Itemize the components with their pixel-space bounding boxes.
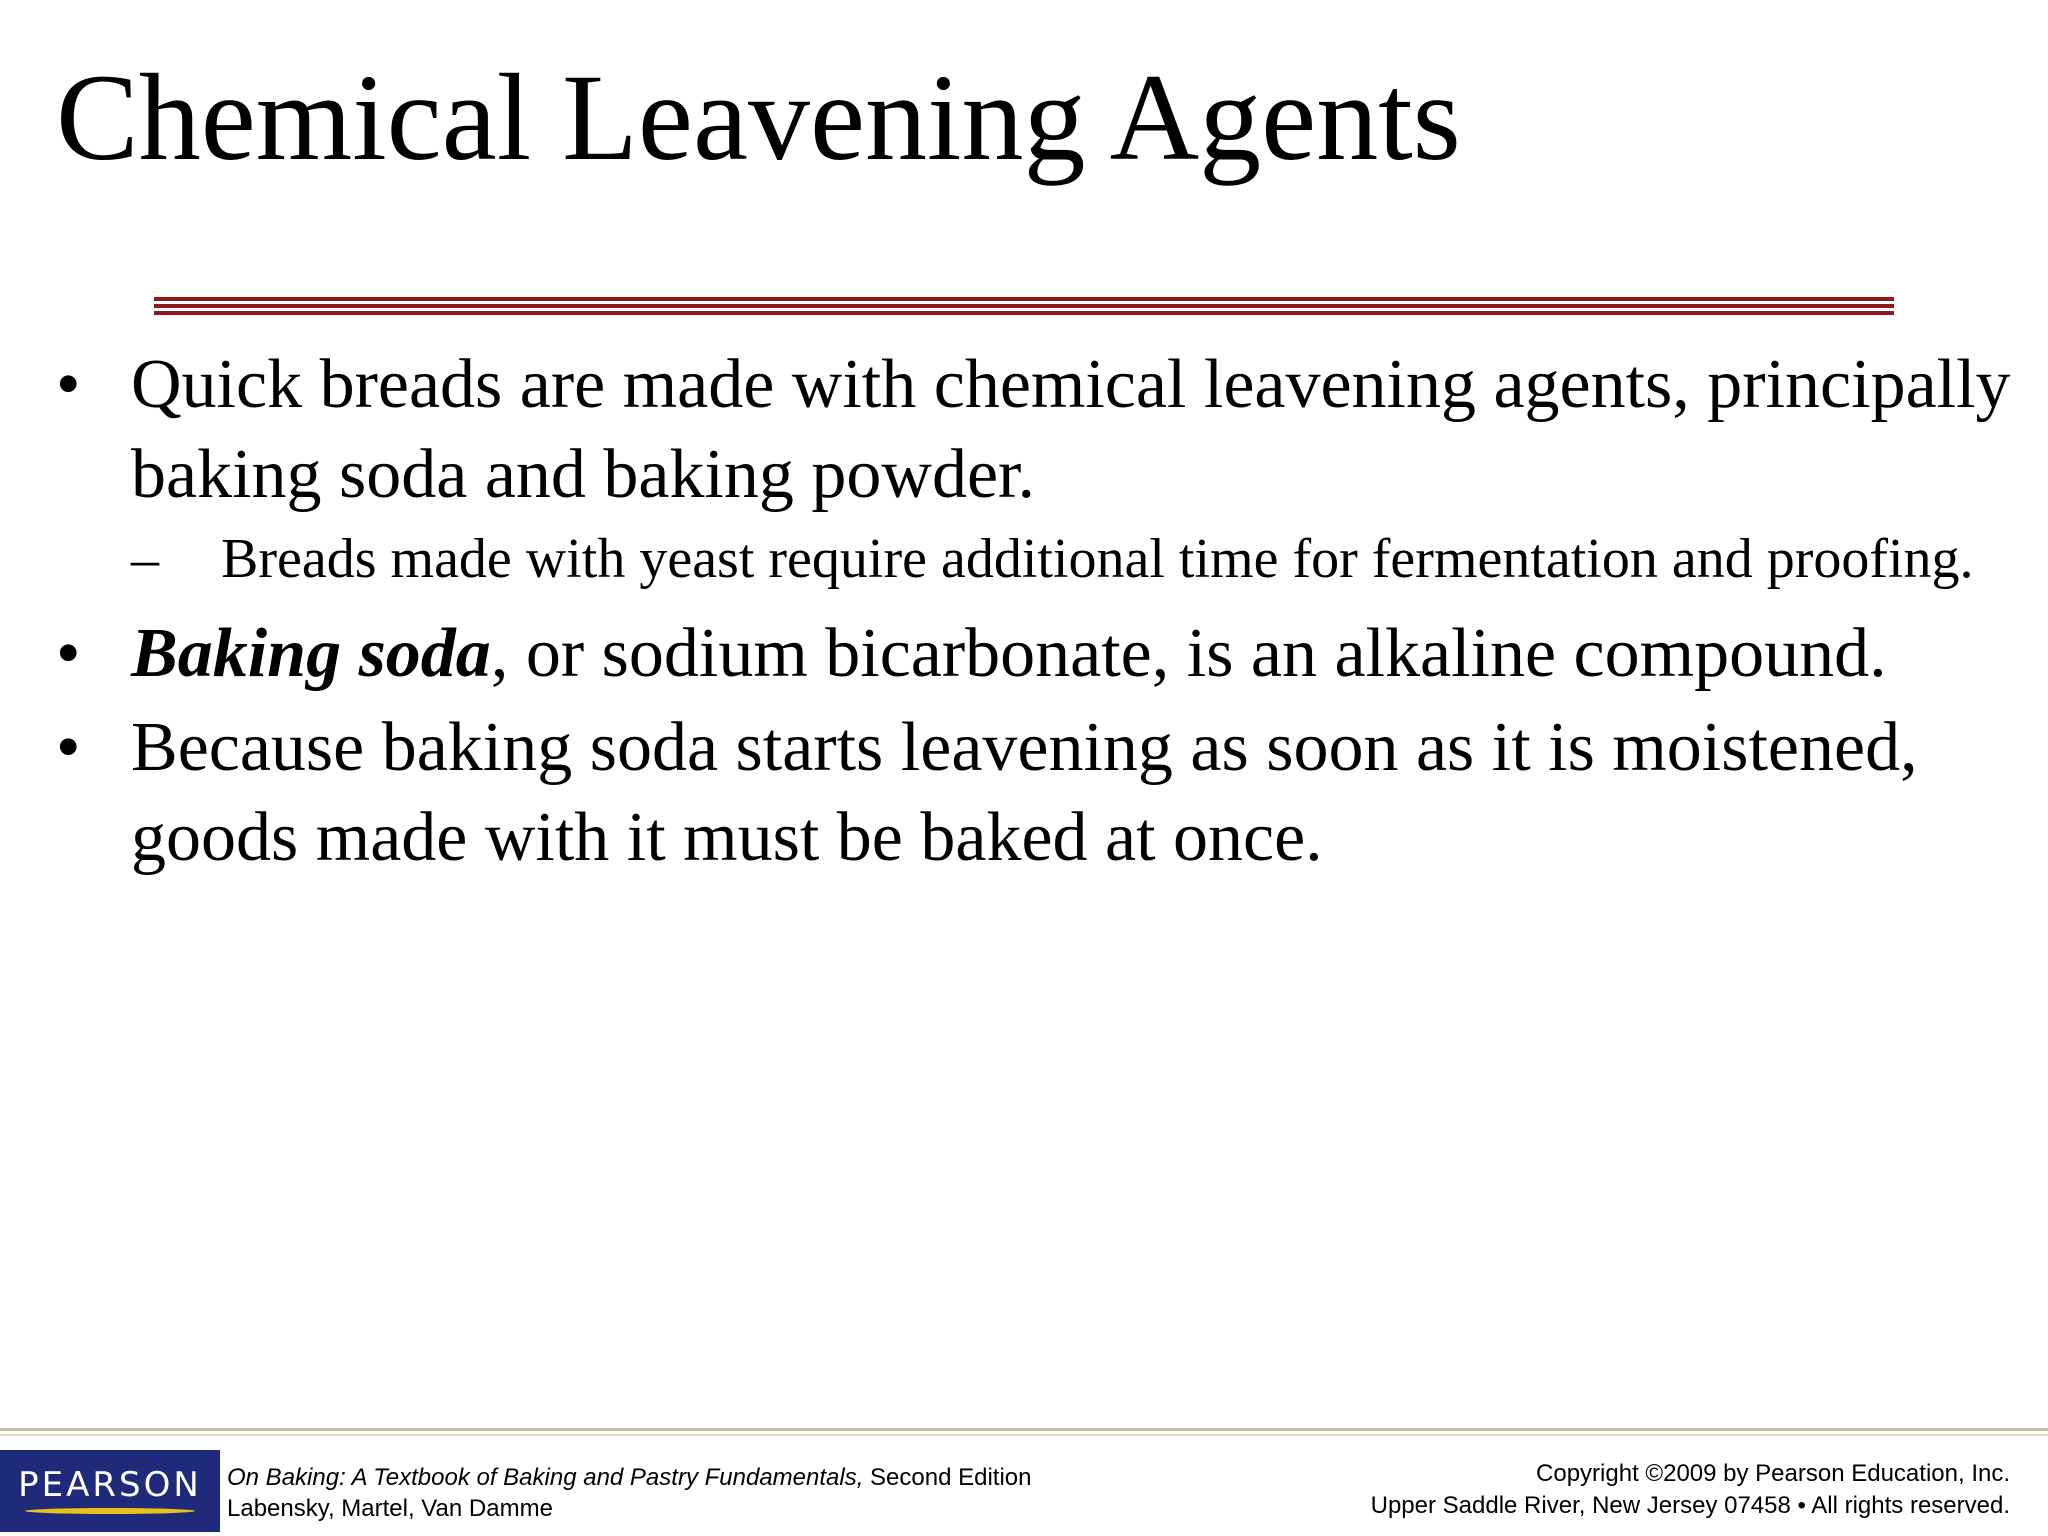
title-divider-line [154,304,1894,308]
footer-address-line: Upper Saddle River, New Jersey 07458 • All rights reserved. [1370,1492,2010,1519]
sub-bullet-marker: – [131,528,159,590]
bullet-emphasis: Baking soda [131,615,491,692]
bullet-marker: • [56,346,81,423]
footer-authors: Labensky, Martel, Van Damme [227,1495,553,1522]
logo-swoosh-icon [25,1508,195,1514]
bullet-list [56,340,2016,887]
logo-text: PEARSON [18,1465,202,1505]
footer-copyright-line: Copyright ©2009 by Pearson Education, Inc. [1536,1460,2010,1487]
bullet-text: Because baking soda starts leavening as soon as it is moistened, goods made with it must be baked at once. [131,709,1918,876]
slide-title: Chemical Leavening Agents [56,49,1461,186]
bullet-marker: • [56,615,81,692]
footer-divider [0,1428,2048,1431]
footer-edition: Second Edition [863,1464,1032,1491]
title-divider [154,297,1894,317]
sub-bullet-item [131,522,2016,597]
bullet-item [56,703,2016,883]
bullet-text: Quick breads are made with chemical leavening agents, principally baking soda and baking powder. [131,346,2011,513]
footer-divider [0,1434,2048,1436]
sub-bullet-text: Breads made with yeast require additional time for fermentation and proofing. [221,528,1974,590]
title-divider-line [154,297,1894,301]
footer-copyright [1371,1458,2010,1522]
pearson-logo [0,1450,220,1532]
footer-citation [227,1462,1032,1524]
bullet-text: , or sodium bicarbonate, is an alkaline compound. [490,615,1887,692]
title-divider-line [154,311,1894,315]
sub-bullet-list [131,522,2016,597]
bullet-marker: • [56,709,81,786]
footer-book-line [227,1462,1032,1493]
bullet-item [56,340,2016,597]
bullet-item [56,609,2016,699]
footer-book-title: On Baking: A Textbook of Baking and Pastry Fundamentals, [227,1464,864,1491]
